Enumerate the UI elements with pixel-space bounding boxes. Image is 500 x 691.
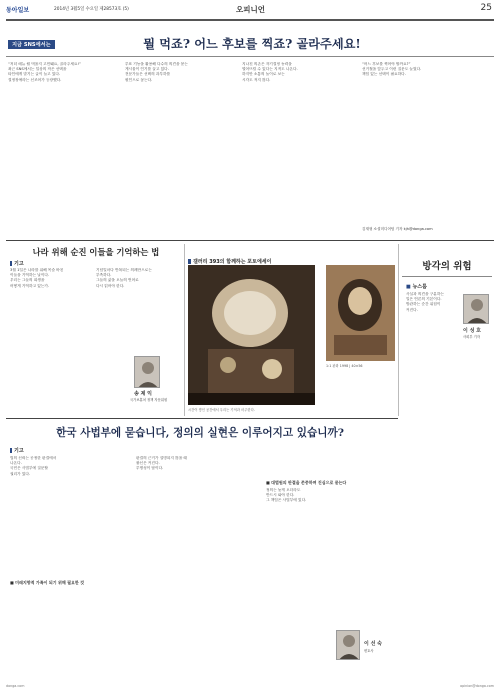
footer-right: opinion@donga.com (460, 684, 494, 688)
text-line: 판결의 근거가 설명되지 않을 때 (136, 456, 187, 460)
mid-kicker: 기고 (10, 260, 24, 267)
top-col-2 (125, 62, 235, 220)
text-line: 어떻게 기억하고 있는가. (10, 283, 50, 288)
bottom-col-1 (10, 456, 130, 556)
text-line: 그들의 삶을 오늘의 언어로 (96, 278, 139, 283)
text-line: 선거철을 앞두고 이런 질문도 늘었다. (362, 67, 422, 72)
text-line: 원인으로 꼽는다. (125, 77, 153, 82)
text-line: “저녁 메뉴 뭘 먹을지 고민돼요, 골라주세요!” (8, 62, 81, 66)
right-col-1 (406, 292, 458, 382)
text-line: 결정장애라는 신조어가 등장했다. (8, 77, 62, 82)
column-label: 지금 SNS에서는 (8, 40, 55, 49)
newspaper-name: 동아일보 (6, 7, 30, 14)
artwork-image (326, 265, 395, 361)
mid-author (134, 390, 152, 397)
masthead-rule (6, 19, 494, 21)
text-line: 반드시 와야 한다. (266, 493, 295, 498)
text-line: 정의는 늦게 오더라도 (266, 488, 301, 492)
text-line: 투표 기능을 활용해 다수의 의견을 묻는 (125, 62, 188, 66)
bottom-kicker: 기고 (10, 447, 24, 454)
author-name: 이 성 호 (463, 328, 481, 334)
artwork-thumbnail (326, 265, 395, 361)
bottom-col-3 (266, 488, 394, 628)
right-author-portrait (463, 294, 489, 324)
text-line: 우리는 그들의 희생을 (10, 278, 45, 283)
bottom-subhead-1: ■ 미래지향적 가족이 되기 위해 필요한 것 (10, 580, 84, 585)
text-line: 타인에게 맡기는 글이 늘고 있다. (8, 72, 61, 77)
text-line: 다시 읽어야 한다. (96, 283, 125, 288)
section-rule (6, 418, 398, 419)
text-line: 부족하다. (96, 273, 112, 278)
top-col-4 (362, 62, 490, 220)
author-portrait (134, 356, 160, 388)
photo-label-text: 갤러리 393의 함께하는 포토에세이 (193, 259, 272, 265)
bottom-author-portrait (336, 630, 360, 660)
top-reporter: 김재형 소셜미디어팀 기자 kjh@donga.com (362, 227, 433, 231)
text-line: 전문가들은 선택의 과부하를 (125, 72, 171, 77)
text-line: 이들을 기억하는 날이다. (10, 273, 50, 278)
text-line: 최근 SNS에서는 일상의 작은 선택을 (8, 67, 67, 72)
text-line: 떨어뜨릴 수 있다는 지적도 나온다. (242, 67, 298, 72)
column-divider (398, 244, 399, 416)
right-headline: 방각의 위험 (422, 261, 472, 272)
right-author-title: 사회부 기자 (463, 335, 480, 339)
bottom-col-2 (136, 456, 260, 676)
text-line: 불신은 커진다. (136, 461, 160, 466)
text-line: 그 책임은 사법부에 있다. (266, 498, 307, 503)
text-line: 나온다. (10, 461, 22, 466)
text-line: 하지만 소통의 놀이로 보는 (242, 72, 285, 77)
mid-headline: 나라 위해 순진 이들을 기억하는 법 (32, 247, 160, 257)
top-headline: 뭘 먹죠? 어느 후보를 찍죠? 골라주세요! (143, 37, 361, 51)
text-line: 방관하는 순간 위험이 (406, 302, 441, 307)
text-line: 책임 있는 선택이 필요하다. (362, 72, 406, 77)
issue-date: 2014년 3월5일 수요일 제28573호 (5) (54, 7, 129, 12)
bottom-author-title: 변호사 (364, 649, 374, 653)
photo-caption: 시간이 쌓인 공간에서 우리는 기억과 마주한다. (188, 408, 255, 412)
bottom-subhead-2: ■ 대법원의 판결을 존중하며 진심으로 묻는다 (266, 480, 347, 485)
mid-author-title: 국가보훈처 정책 자문위원 (130, 398, 168, 402)
right-rule (402, 276, 492, 277)
top-rule (6, 56, 494, 57)
gallery-photo (188, 265, 315, 405)
top-col-1 (8, 62, 118, 220)
text-line: 법의 신뢰는 공정한 판결에서 (10, 456, 57, 460)
page-number: 25 (480, 3, 492, 13)
text-line: 게시물이 인기를 끌고 있다. (125, 67, 169, 72)
person-icon (337, 631, 360, 660)
text-line: 시각도 적지 않다. (242, 77, 271, 82)
text-line: “어느 후보를 찍어야 할까요?” (362, 62, 411, 66)
right-author (463, 327, 481, 334)
bottom-headline: 한국 사법부에 묻습니다, 정의의 실현은 이루어지고 있습니까? (56, 427, 344, 439)
section-rule (6, 240, 494, 241)
author-name: 송 제 익 (134, 391, 152, 397)
text-line: 기념일마다 반복되는 의례만으로는 (96, 268, 152, 272)
footer-left: donga.com (6, 684, 25, 688)
thumb-caption: 1:1 판화 1998 | 40×56 (326, 364, 363, 368)
label-bar (188, 259, 191, 264)
text-line: 사실과 의견을 구분하는 (406, 292, 444, 296)
text-line: 일은 언론의 기본이다. (406, 297, 442, 302)
text-line: 커진다. (406, 307, 418, 312)
top-col-3 (242, 62, 352, 220)
right-kicker: ■ 뉴스룸 (406, 283, 427, 290)
author-name: 이 선 숙 (364, 641, 382, 647)
section-title: 오피니언 (236, 5, 265, 14)
main-photo (188, 265, 315, 405)
mid-col-1 (10, 268, 92, 416)
text-line: 3월 1일은 나라를 위해 목숨 바친 (10, 268, 64, 272)
photo-essay-label (188, 258, 271, 265)
person-icon (135, 357, 160, 388)
person-icon (464, 295, 489, 324)
text-line: 투명성이 답이다. (136, 466, 164, 471)
text-line: 국민은 사법부에 질문할 (10, 466, 48, 471)
column-divider (184, 244, 185, 416)
text-line: 권리가 있다. (10, 471, 31, 476)
text-line: 지나친 의존은 자기결정 능력을 (242, 62, 292, 66)
bottom-author (364, 640, 382, 647)
